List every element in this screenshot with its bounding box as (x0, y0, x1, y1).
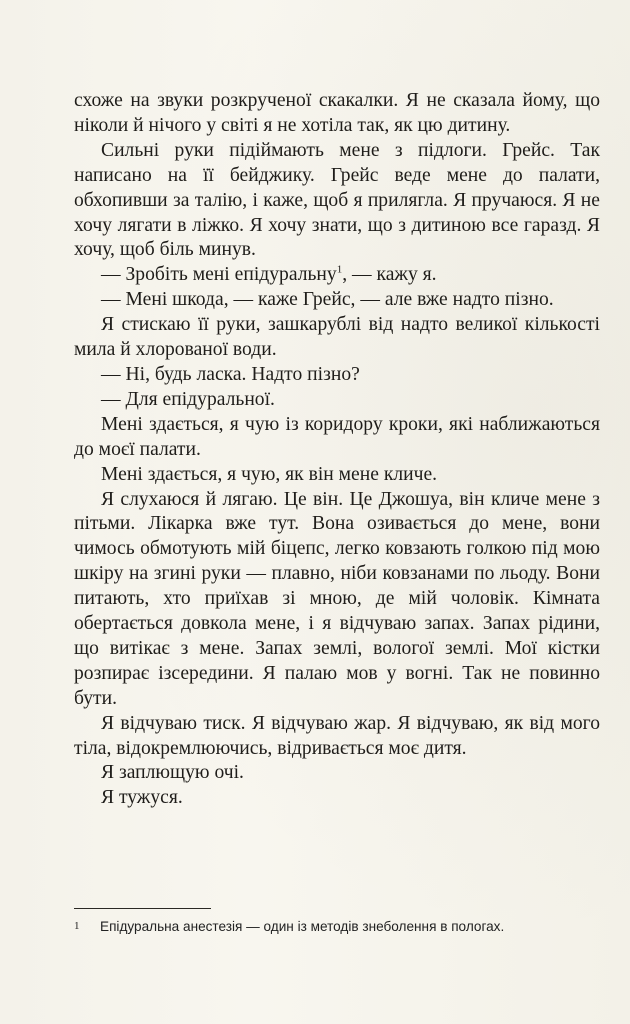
paragraph-3: Я стискаю її руки, зашкарублі від надто великої кількості мила й хлорованої води. (74, 314, 600, 361)
dialogue-line-2: — Мені шкода, — каже Грейс, — але вже надто пізно. (101, 289, 554, 311)
dialogue-text: — Зробіть мені епідуральну (101, 264, 337, 286)
footnote-reference: 1 (336, 263, 343, 276)
page-body (74, 89, 600, 811)
paragraph-6: Я слухаюся й лягаю. Це він. Це Джошуа, він кличе мене з пітьми. Лікарка вже тут. Вона озивається до мене, вони чимось обмотують мій біцепс, легко ковзають голкою під мою шкіру на згині руки — плавно, ніби ковзанами по льоду. Вони питають, хто приїхав зі мною, де мій чоловік. Кімната обертається довкола мене, і я відчуваю запах. Запах рідини, що витікає з мене. Запах землі, вологої землі. Мої кістки розпирає ізсередини. Я палаю мов у вогні. Так не повинно бути. (74, 488, 600, 709)
paragraph-1: схоже на звуки розкрученої скакалки. Я не сказала йому, що ніколи й нічого у світі я не хотіла так, як цю дитину. (74, 90, 600, 136)
dialogue-line-4: — Для епідуральної. (101, 388, 275, 410)
footnote-divider (74, 908, 211, 909)
dialogue-text-after: , — кажу я. (342, 264, 437, 286)
footnote (74, 918, 600, 936)
paragraph-9: Я тужуся. (101, 787, 183, 809)
paragraph-8: Я заплющую очі. (101, 762, 244, 784)
dialogue-line-1 (74, 263, 600, 288)
paragraph-5: Мені здається, я чую, як він мене кличе. (101, 463, 438, 485)
footnote-mark: 1 (74, 920, 80, 932)
paragraph-4: Мені здається, я чую із коридору кроки, які наближаються до моєї палати. (74, 413, 600, 460)
dialogue-line-3: — Ні, будь ласка. Надто пізно? (101, 363, 360, 385)
paragraph-7: Я відчуваю тиск. Я відчуваю жар. Я відчуваю, як від мого тіла, відокремлюючись, відривається моє дитя. (74, 712, 600, 759)
paragraph-2: Сильні руки підіймають мене з підлоги. Грейс. Так написано на її бейджику. Грейс веде мене до палати, обхопивши за талію, і каже, щоб я прилягла. Я пручаюся. Я не хочу лягати в ліжко. Я хочу знати, що з дитиною все гаразд. Я хочу, щоб біль минув. (74, 139, 600, 261)
footnote-text: Епідуральна анестезія — один із методів знеболення в пологах. (100, 919, 505, 934)
